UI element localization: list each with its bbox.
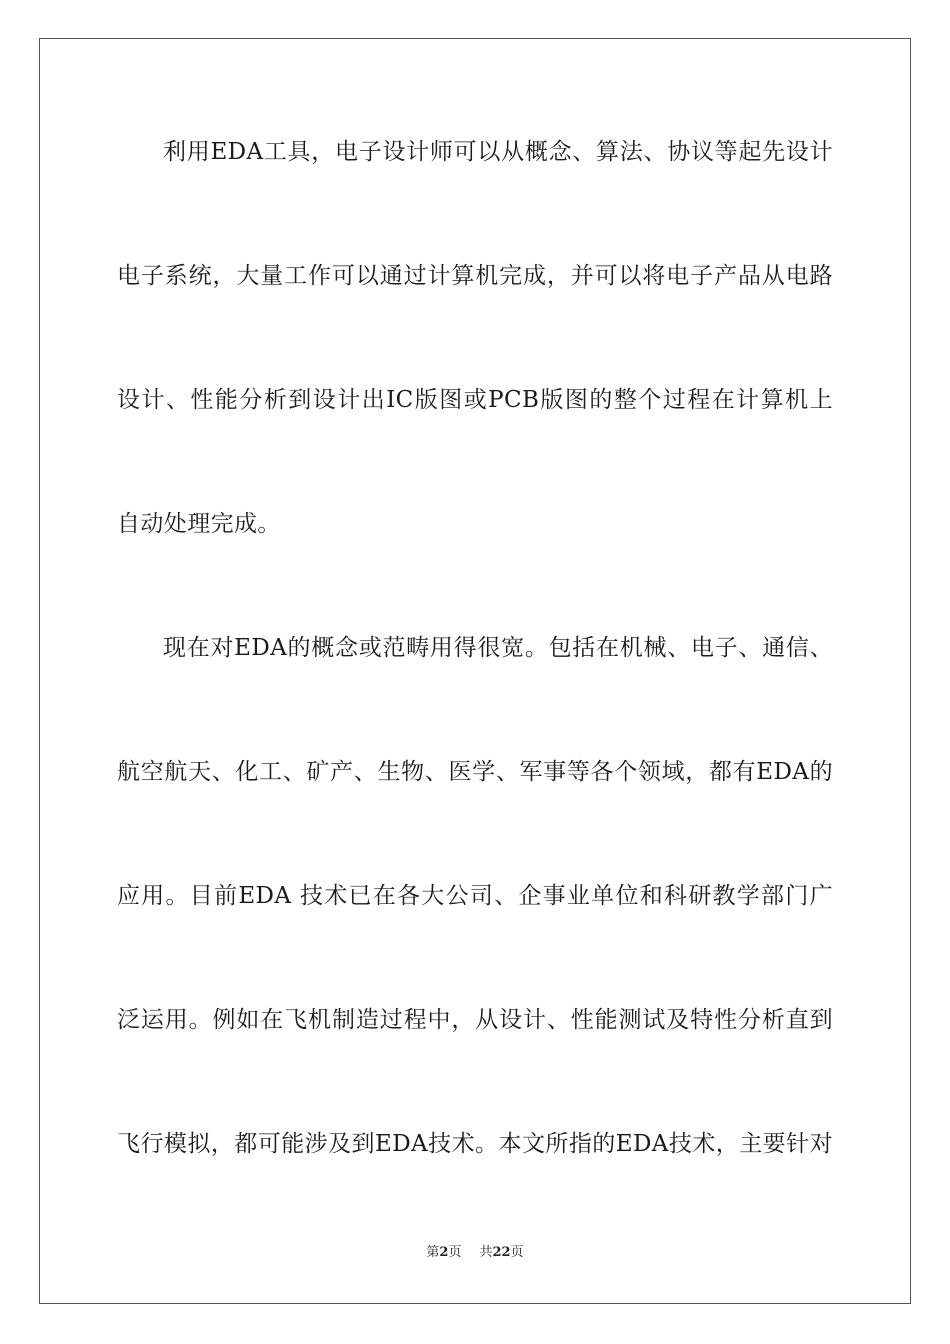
page-footer xyxy=(0,1244,950,1262)
total-pages: 22 xyxy=(492,1245,511,1260)
page-prefix: 第 xyxy=(426,1245,440,1260)
paragraph-1-line-1: 利用EDA工具，电子设计师可以从概念、算法、协议等起先设计 xyxy=(163,139,833,165)
paragraph-2-line-4: 泛运用。例如在飞机制造过程中，从设计、性能测试及特性分析直到 xyxy=(117,1007,833,1033)
paragraph-1-line-4: 自动处理完成。 xyxy=(117,511,281,537)
page-number: 2 xyxy=(439,1245,449,1260)
page-border xyxy=(39,38,911,1304)
paragraph-2-line-2: 航空航天、化工、矿产、生物、医学、军事等各个领域，都有EDA的 xyxy=(117,759,833,785)
page-suffix: 页 xyxy=(448,1245,462,1260)
paragraph-2-line-1: 现在对EDA的概念或范畴用得很宽。包括在机械、电子、通信、 xyxy=(163,635,833,661)
total-prefix: 共 xyxy=(479,1245,493,1260)
paragraph-1-line-3: 设计、性能分析到设计出IC版图或PCB版图的整个过程在计算机上 xyxy=(117,387,833,413)
total-suffix: 页 xyxy=(510,1245,524,1260)
paragraph-1-line-2: 电子系统，大量工作可以通过计算机完成，并可以将电子产品从电路 xyxy=(117,263,833,289)
paragraph-2-line-3: 应用。目前EDA 技术已在各大公司、企事业单位和科研教学部门广 xyxy=(117,883,833,909)
paragraph-2-line-5: 飞行模拟，都可能涉及到EDA技术。本文所指的EDA技术，主要针对 xyxy=(117,1131,833,1157)
